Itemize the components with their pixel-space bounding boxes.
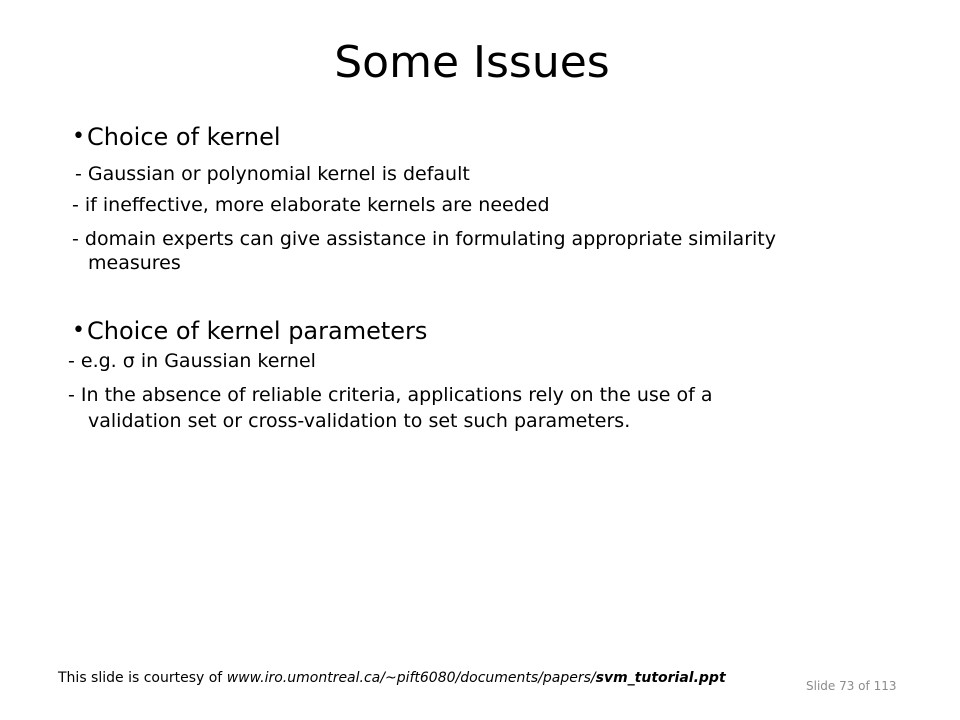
source-url-file: svm_tutorial.ppt: [595, 670, 726, 686]
subitem: - if ineffective, more elaborate kernels are needed: [72, 194, 550, 216]
courtesy-prefix: This slide is courtesy of: [58, 670, 227, 686]
bullet-icon: •: [72, 318, 85, 343]
source-url[interactable]: [227, 670, 726, 686]
source-url-path: www.iro.umontreal.ca/~pift6080/documents/papers/: [226, 670, 596, 686]
bullet-icon: •: [72, 124, 85, 149]
slide-number: Slide 73 of 113: [806, 679, 897, 693]
subitem: - Gaussian or polynomial kernel is default: [75, 163, 470, 185]
subitem: - domain experts can give assistance in formulating appropriate similarity: [72, 228, 776, 250]
bullet-label: Choice of kernel parameters: [87, 317, 428, 345]
subitem: - In the absence of reliable criteria, applications rely on the use of a: [68, 384, 713, 406]
subitem-continuation: measures: [88, 252, 181, 274]
slide-title: Some Issues: [334, 37, 610, 88]
courtesy-footer: [58, 669, 726, 687]
subitem: - e.g. σ in Gaussian kernel: [68, 350, 316, 372]
bullet-label: Choice of kernel: [87, 123, 281, 151]
subitem-continuation: validation set or cross-validation to set such parameters.: [88, 410, 631, 432]
